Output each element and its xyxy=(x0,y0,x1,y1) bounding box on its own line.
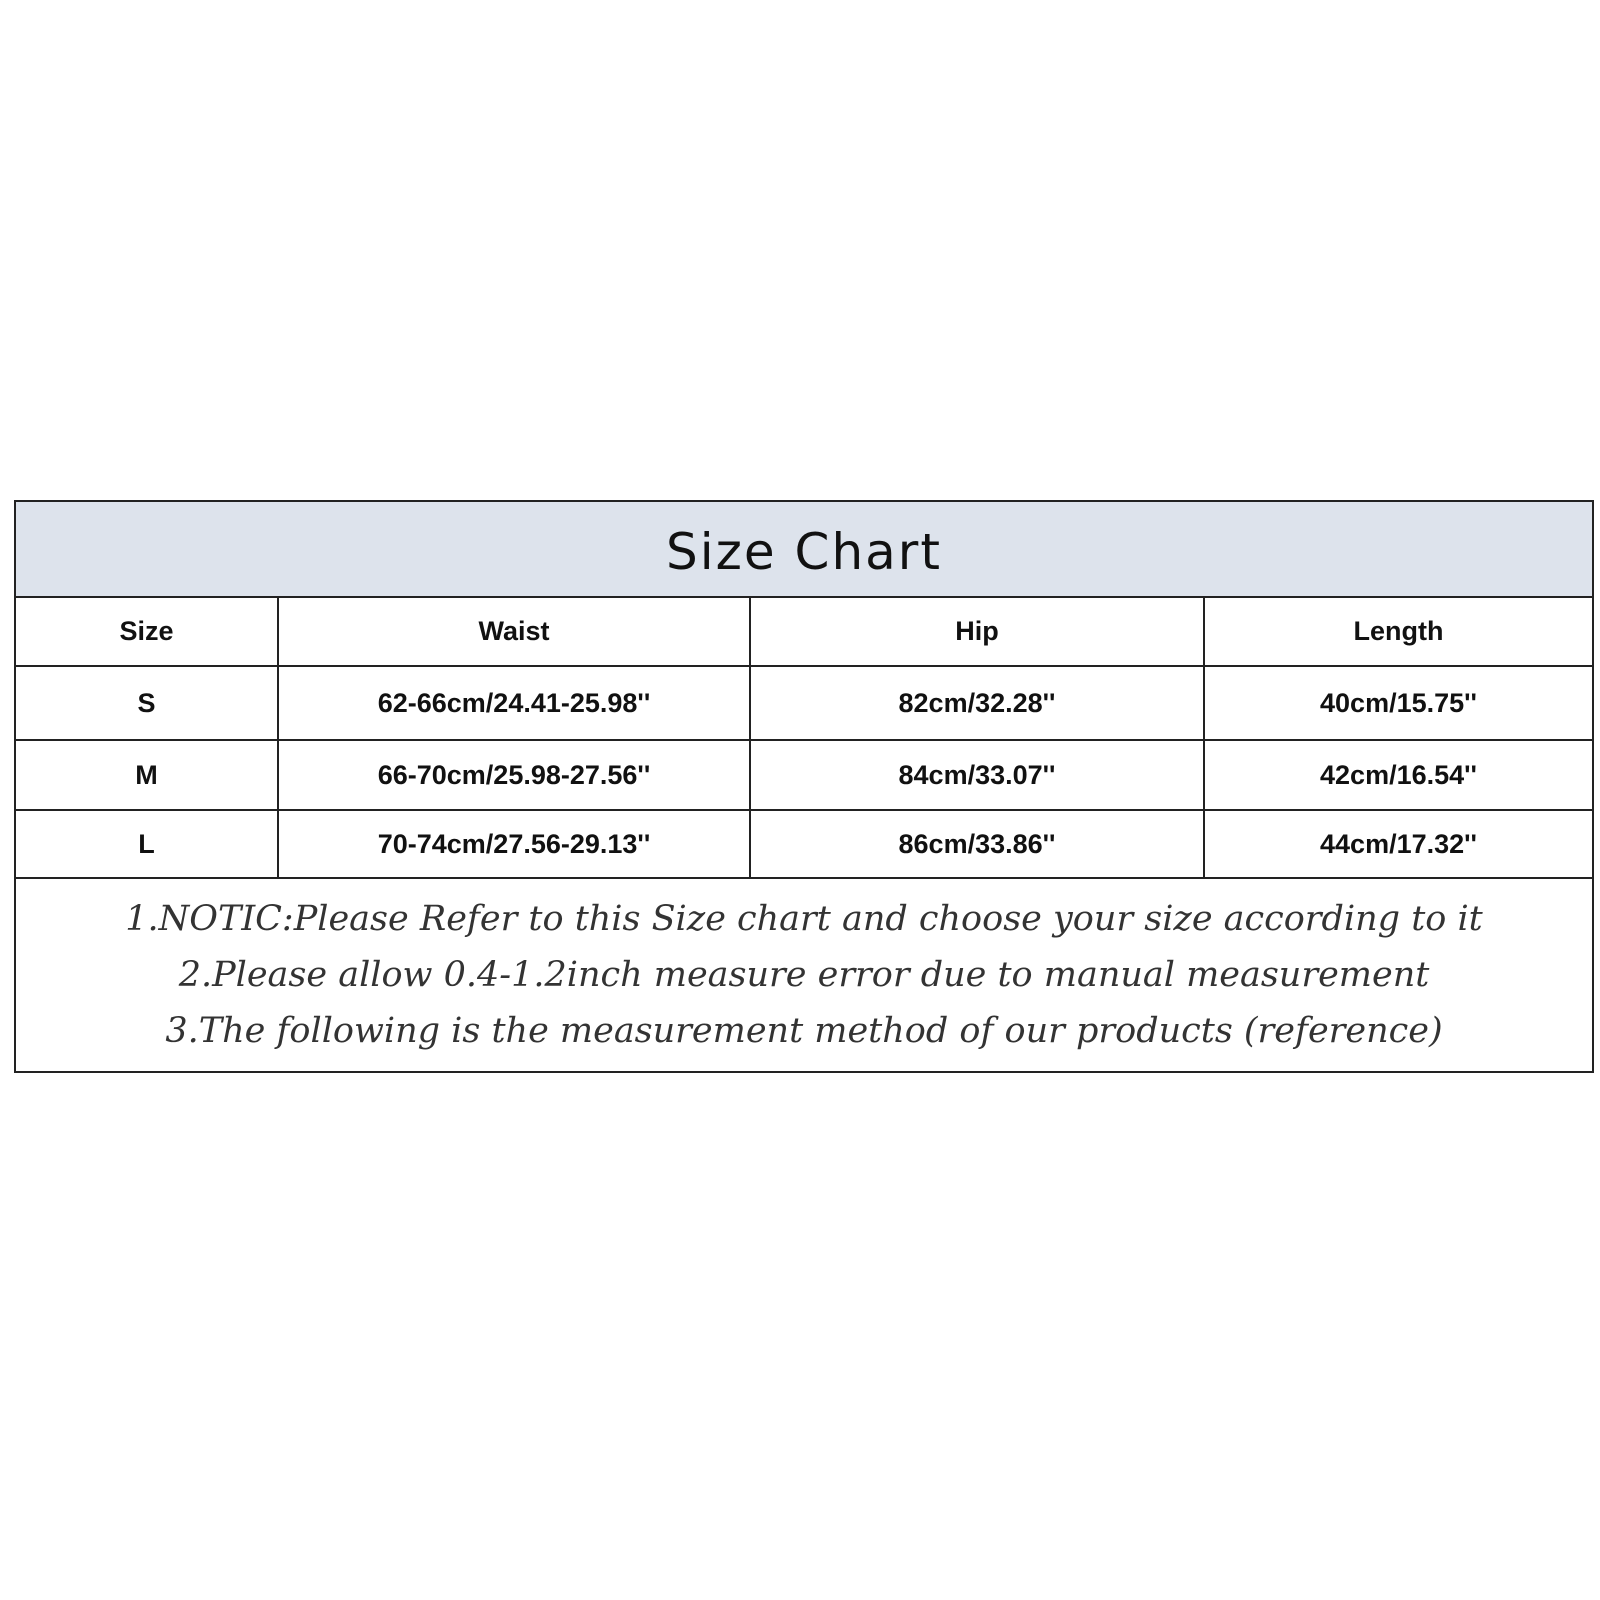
size-cell: M xyxy=(16,740,278,810)
hip-cell: 84cm/33.07'' xyxy=(750,740,1204,810)
table-row xyxy=(16,666,1592,740)
size-chart xyxy=(14,500,1594,1073)
waist-cell: 70-74cm/27.56-29.13'' xyxy=(278,810,750,878)
table-header-row xyxy=(16,598,1592,666)
chart-title: Size Chart xyxy=(666,523,942,581)
column-header-size: Size xyxy=(16,598,278,666)
column-header-waist: Waist xyxy=(278,598,750,666)
size-table xyxy=(16,598,1592,879)
column-header-length: Length xyxy=(1204,598,1592,666)
note-1: 1.NOTIC:Please Refer to this Size chart and choose your size according to it xyxy=(125,899,1483,939)
waist-cell: 62-66cm/24.41-25.98'' xyxy=(278,666,750,740)
table-row xyxy=(16,740,1592,810)
length-cell: 44cm/17.32'' xyxy=(1204,810,1592,878)
length-cell: 40cm/15.75'' xyxy=(1204,666,1592,740)
note-2: 2.Please allow 0.4-1.2inch measure error due to manual measurement xyxy=(178,955,1430,995)
size-cell: S xyxy=(16,666,278,740)
note-3: 3.The following is the measurement method of our products (reference) xyxy=(165,1011,1443,1051)
size-cell: L xyxy=(16,810,278,878)
length-cell: 42cm/16.54'' xyxy=(1204,740,1592,810)
table-row xyxy=(16,810,1592,878)
title-bar xyxy=(16,502,1592,598)
waist-cell: 66-70cm/25.98-27.56'' xyxy=(278,740,750,810)
notes-section xyxy=(16,879,1592,1059)
hip-cell: 86cm/33.86'' xyxy=(750,810,1204,878)
column-header-hip: Hip xyxy=(750,598,1204,666)
hip-cell: 82cm/32.28'' xyxy=(750,666,1204,740)
